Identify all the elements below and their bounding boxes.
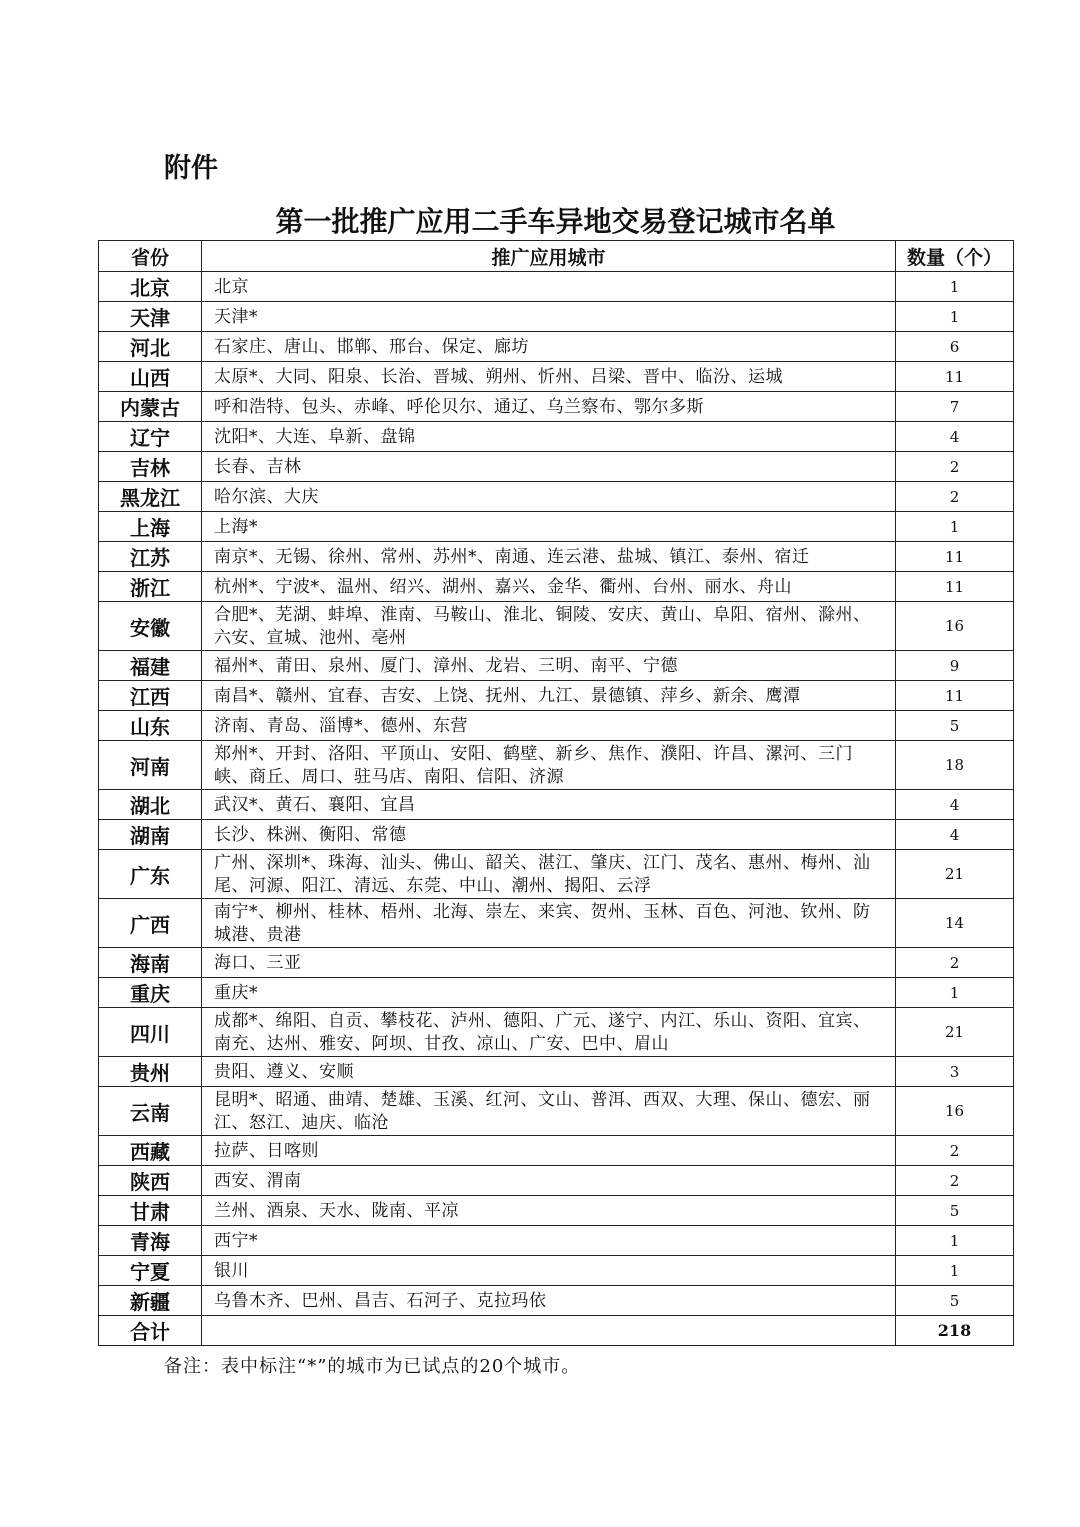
count-cell: 5 — [896, 1286, 1014, 1316]
cities-cell: 福州*、莆田、泉州、厦门、漳州、龙岩、三明、南平、宁德 — [202, 651, 896, 681]
footnote: 备注：表中标注“*”的城市为已试点的20个城市。 — [164, 1356, 581, 1377]
table-row — [99, 899, 1014, 948]
city-list-table — [98, 240, 1014, 1346]
table-row — [99, 422, 1014, 452]
cities-cell: 广州、深圳*、珠海、汕头、佛山、韶关、湛江、肇庆、江门、茂名、惠州、梅州、汕尾、河源、阳江、清远、东莞、中山、潮州、揭阳、云浮 — [202, 850, 896, 899]
count-cell: 5 — [896, 1196, 1014, 1226]
province-cell: 安徽 — [99, 602, 202, 651]
table-body — [99, 272, 1014, 1346]
count-cell: 1 — [896, 1256, 1014, 1286]
table-row — [99, 572, 1014, 602]
count-cell: 1 — [896, 512, 1014, 542]
province-cell: 四川 — [99, 1008, 202, 1057]
count-cell: 6 — [896, 332, 1014, 362]
province-cell: 河北 — [99, 332, 202, 362]
province-cell: 江苏 — [99, 542, 202, 572]
cities-cell: 杭州*、宁波*、温州、绍兴、湖州、嘉兴、金华、衢州、台州、丽水、舟山 — [202, 572, 896, 602]
cities-cell: 兰州、酒泉、天水、陇南、平凉 — [202, 1196, 896, 1226]
count-cell: 4 — [896, 820, 1014, 850]
count-cell: 11 — [896, 572, 1014, 602]
table-row — [99, 978, 1014, 1008]
table-row — [99, 1008, 1014, 1057]
cities-cell: 济南、青岛、淄博*、德州、东营 — [202, 711, 896, 741]
count-cell: 11 — [896, 362, 1014, 392]
cities-cell: 银川 — [202, 1256, 896, 1286]
count-cell: 16 — [896, 1087, 1014, 1136]
count-cell: 1 — [896, 1226, 1014, 1256]
cities-cell: 郑州*、开封、洛阳、平顶山、安阳、鹤壁、新乡、焦作、濮阳、许昌、漯河、三门峡、商丘、周口、驻马店、南阳、信阳、济源 — [202, 741, 896, 790]
count-cell: 14 — [896, 899, 1014, 948]
count-cell: 2 — [896, 1136, 1014, 1166]
cities-cell: 海口、三亚 — [202, 948, 896, 978]
table-row — [99, 1256, 1014, 1286]
province-cell: 陕西 — [99, 1166, 202, 1196]
province-cell: 吉林 — [99, 452, 202, 482]
province-cell: 西藏 — [99, 1136, 202, 1166]
table-row — [99, 332, 1014, 362]
cities-cell: 西宁* — [202, 1226, 896, 1256]
cities-cell: 乌鲁木齐、巴州、昌吉、石河子、克拉玛依 — [202, 1286, 896, 1316]
count-cell: 11 — [896, 681, 1014, 711]
count-cell: 4 — [896, 790, 1014, 820]
header-cities: 推广应用城市 — [202, 241, 896, 272]
count-cell: 11 — [896, 542, 1014, 572]
cities-cell: 拉萨、日喀则 — [202, 1136, 896, 1166]
table-row — [99, 392, 1014, 422]
province-cell: 贵州 — [99, 1057, 202, 1087]
cities-cell: 北京 — [202, 272, 896, 302]
cities-cell: 西安、渭南 — [202, 1166, 896, 1196]
cities-cell: 哈尔滨、大庆 — [202, 482, 896, 512]
cities-cell: 沈阳*、大连、阜新、盘锦 — [202, 422, 896, 452]
province-cell: 甘肃 — [99, 1196, 202, 1226]
cities-cell: 天津* — [202, 302, 896, 332]
province-cell: 青海 — [99, 1226, 202, 1256]
cities-cell: 长春、吉林 — [202, 452, 896, 482]
province-cell: 河南 — [99, 741, 202, 790]
count-cell: 3 — [896, 1057, 1014, 1087]
header-count: 数量（个） — [896, 241, 1014, 272]
cities-cell: 南昌*、赣州、宜春、吉安、上饶、抚州、九江、景德镇、萍乡、新余、鹰潭 — [202, 681, 896, 711]
province-cell: 内蒙古 — [99, 392, 202, 422]
header-province: 省份 — [99, 241, 202, 272]
table-row — [99, 542, 1014, 572]
table-row — [99, 948, 1014, 978]
cities-cell: 贵阳、遵义、安顺 — [202, 1057, 896, 1087]
count-cell: 2 — [896, 452, 1014, 482]
province-cell: 山西 — [99, 362, 202, 392]
table-row — [99, 1166, 1014, 1196]
count-cell: 16 — [896, 602, 1014, 651]
province-cell: 北京 — [99, 272, 202, 302]
count-cell: 2 — [896, 482, 1014, 512]
total-cities — [202, 1316, 896, 1346]
cities-cell: 太原*、大同、阳泉、长治、晋城、朔州、忻州、吕梁、晋中、临汾、运城 — [202, 362, 896, 392]
cities-cell: 呼和浩特、包头、赤峰、呼伦贝尔、通辽、乌兰察布、鄂尔多斯 — [202, 392, 896, 422]
table-row — [99, 1286, 1014, 1316]
total-row — [99, 1316, 1014, 1346]
total-label: 合计 — [99, 1316, 202, 1346]
total-count: 218 — [896, 1316, 1014, 1346]
count-cell: 1 — [896, 272, 1014, 302]
province-cell: 辽宁 — [99, 422, 202, 452]
province-cell: 江西 — [99, 681, 202, 711]
cities-cell: 成都*、绵阳、自贡、攀枝花、泸州、德阳、广元、遂宁、内江、乐山、资阳、宜宾、南充、达州、雅安、阿坝、甘孜、凉山、广安、巴中、眉山 — [202, 1008, 896, 1057]
cities-cell: 长沙、株洲、衡阳、常德 — [202, 820, 896, 850]
count-cell: 5 — [896, 711, 1014, 741]
table-row — [99, 302, 1014, 332]
table-row — [99, 850, 1014, 899]
cities-cell: 南京*、无锡、徐州、常州、苏州*、南通、连云港、盐城、镇江、泰州、宿迁 — [202, 542, 896, 572]
count-cell: 1 — [896, 978, 1014, 1008]
province-cell: 重庆 — [99, 978, 202, 1008]
table-row — [99, 1226, 1014, 1256]
count-cell: 7 — [896, 392, 1014, 422]
cities-cell: 上海* — [202, 512, 896, 542]
count-cell: 2 — [896, 948, 1014, 978]
cities-cell: 武汉*、黄石、襄阳、宜昌 — [202, 790, 896, 820]
province-cell: 浙江 — [99, 572, 202, 602]
count-cell: 18 — [896, 741, 1014, 790]
table-row — [99, 452, 1014, 482]
province-cell: 广东 — [99, 850, 202, 899]
table-row — [99, 1087, 1014, 1136]
table-row — [99, 651, 1014, 681]
count-cell: 4 — [896, 422, 1014, 452]
table-header-row — [99, 241, 1014, 272]
cities-cell: 重庆* — [202, 978, 896, 1008]
province-cell: 湖北 — [99, 790, 202, 820]
table-row — [99, 1136, 1014, 1166]
count-cell: 21 — [896, 850, 1014, 899]
cities-cell: 南宁*、柳州、桂林、梧州、北海、崇左、来宾、贺州、玉林、百色、河池、钦州、防城港、贵港 — [202, 899, 896, 948]
table-row — [99, 272, 1014, 302]
province-cell: 广西 — [99, 899, 202, 948]
count-cell: 21 — [896, 1008, 1014, 1057]
table-row — [99, 741, 1014, 790]
table-row — [99, 512, 1014, 542]
province-cell: 福建 — [99, 651, 202, 681]
province-cell: 新疆 — [99, 1286, 202, 1316]
province-cell: 海南 — [99, 948, 202, 978]
table-row — [99, 362, 1014, 392]
province-cell: 宁夏 — [99, 1256, 202, 1286]
province-cell: 山东 — [99, 711, 202, 741]
document-title: 第一批推广应用二手车异地交易登记城市名单 — [275, 205, 836, 238]
table-row — [99, 790, 1014, 820]
cities-cell: 石家庄、唐山、邯郸、邢台、保定、廊坊 — [202, 332, 896, 362]
table-row — [99, 482, 1014, 512]
count-cell: 9 — [896, 651, 1014, 681]
count-cell: 2 — [896, 1166, 1014, 1196]
table-row — [99, 681, 1014, 711]
table-row — [99, 1196, 1014, 1226]
province-cell: 上海 — [99, 512, 202, 542]
province-cell: 云南 — [99, 1087, 202, 1136]
table-row — [99, 711, 1014, 741]
province-cell: 黑龙江 — [99, 482, 202, 512]
count-cell: 1 — [896, 302, 1014, 332]
table-row — [99, 602, 1014, 651]
province-cell: 湖南 — [99, 820, 202, 850]
cities-cell: 昆明*、昭通、曲靖、楚雄、玉溪、红河、文山、普洱、西双、大理、保山、德宏、丽江、怒江、迪庆、临沧 — [202, 1087, 896, 1136]
table-row — [99, 820, 1014, 850]
province-cell: 天津 — [99, 302, 202, 332]
cities-cell: 合肥*、芜湖、蚌埠、淮南、马鞍山、淮北、铜陵、安庆、黄山、阜阳、宿州、滁州、六安、宣城、池州、亳州 — [202, 602, 896, 651]
annex-label: 附件 — [164, 153, 218, 184]
table-row — [99, 1057, 1014, 1087]
